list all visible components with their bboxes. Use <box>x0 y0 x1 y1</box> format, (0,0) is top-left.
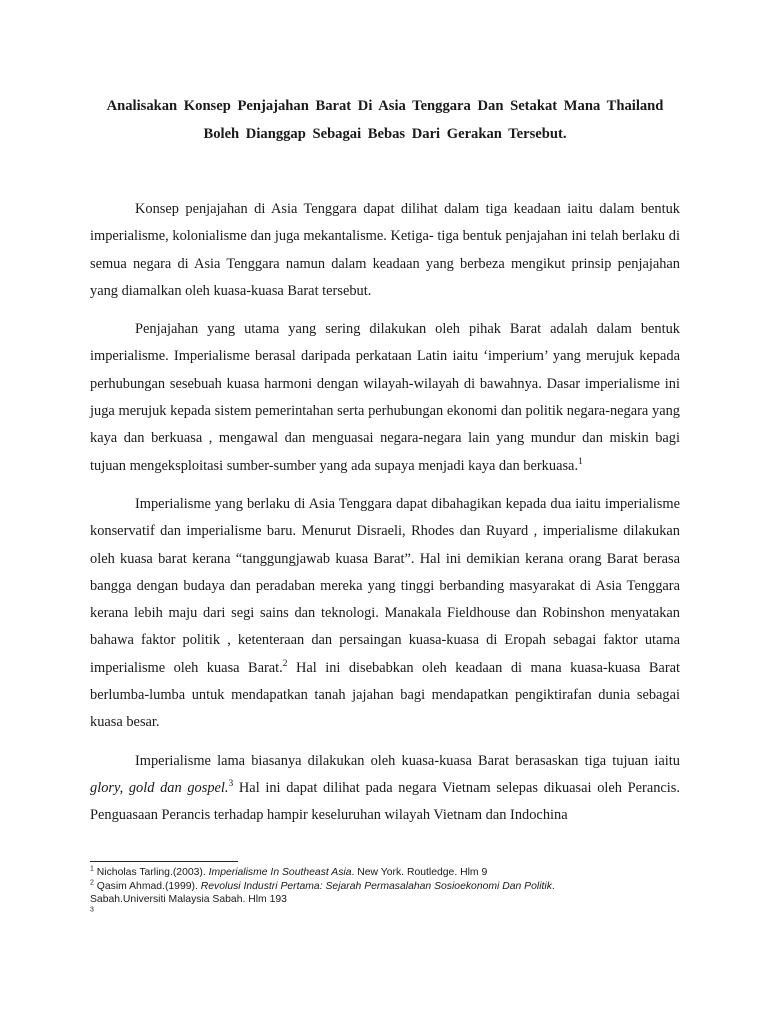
document-body <box>90 196 680 841</box>
title-line-2: Boleh Dianggap Sebagai Bebas Dari Gerakan Tersebut. <box>203 126 567 142</box>
footnote-1-publisher: . New York. Routledge. Hlm 9 <box>351 867 488 878</box>
footnote-1 <box>90 866 690 880</box>
footnotes <box>90 866 690 920</box>
footnote-3-number: 3 <box>90 906 94 914</box>
paragraph-1: Konsep penjajahan di Asia Tenggara dapat dilihat dalam tiga keadaan iaitu dalam bentuk imperialisme, kolonialisme dan juga mekantalisme. Ketiga- tiga bentuk penjajahan ini telah berlaku di semua negara di Asia Tenggara namun dalam keadaan yang berbeza mengikut prinsip penjajahan yang diamalkan oleh kuasa-kuasa Barat tersebut. <box>90 201 680 299</box>
footnote-ref-1[interactable]: 1 <box>578 456 583 467</box>
paragraph-3-text-a: Imperialisme yang berlaku di Asia Tenggara dapat dibahagikan kepada dua iaitu imperialisme konservatif dan imperialisme baru. Menurut Disraeli, Rhodes dan Ruyard , imperialisme dilakukan oleh kuasa barat kerana “tanggungjawab kuasa Barat”. Hal ini demikian kerana orang Barat berasa bangga dengan budaya dan peradaban mereka yang tinggi berbanding masyarakat di Asia Tenggara kerana lebih maju dari segi sains dan teknologi. Manakala Fieldhouse dan Robinshon menyatakan bahawa faktor politik , ketenteraan dan persaingan kuasa-kuasa di Eropah sebagai faktor utama imperialisme oleh kuasa Barat. <box>90 495 680 676</box>
footnote-ref-2[interactable]: 2 <box>282 658 288 669</box>
footnote-1-number: 1 <box>90 865 94 873</box>
footnote-1-work-title: Imperialisme In Southeast Asia <box>208 867 352 878</box>
paragraph-3 <box>90 491 680 737</box>
footnote-1-author: Nicholas Tarling.(2003). <box>96 867 209 878</box>
paragraph-2-text: Penjajahan yang utama yang sering dilakukan oleh pihak Barat adalah dalam bentuk imperialisme. Imperialisme berasal daripada perkataan Latin iaitu ‘imperium’ yang merujuk kepada perhubungan sesebuah kuasa harmoni dengan wilayah-wilayah di bawahnya. Dasar imperialisme ini juga merujuk kepada sistem pemerintahan serta perhubungan ekonomi dan politik negara-negara yang kaya dan berkuasa , mengawal dan menguasai negara-negara lain yang mundur dan miskin bagi tujuan mengeksploitasi sumber-sumber yang ada supaya menjadi kaya dan berkuasa. <box>90 321 680 474</box>
footnote-2-continuation: Sabah.Universiti Malaysia Sabah. Hlm 193 <box>90 894 287 906</box>
footnote-ref-3[interactable]: 3 <box>228 779 234 790</box>
footnote-3 <box>90 907 690 921</box>
paragraph-4-emphasis: glory, gold dan gospel. <box>90 779 229 796</box>
paragraph-4 <box>90 748 680 830</box>
footnote-2-work-title: Revolusi Industri Pertama: Sejarah Permasalahan Sosioekonomi Dan Politik <box>200 880 552 892</box>
footnote-separator <box>90 861 238 862</box>
paragraph-4-text-b: Hal ini dapat dilihat pada negara Vietnam selepas dikuasai oleh Perancis. Penguasaan Perancis terhadap hampir keseluruhan wilayah Vietnam dan Indochina <box>90 779 680 824</box>
footnote-2 <box>90 880 690 894</box>
paragraph-3-text-b: Hal ini disebabkan oleh keadaan di mana kuasa-kuasa Barat berlumba-lumba untuk mendapatkan tanah jajahan bagi mendapatkan pengiktirafan dunia sebagai kuasa besar. <box>90 659 680 731</box>
title-line-1: Analisakan Konsep Penjajahan Barat Di Asia Tenggara Dan Setakat Mana Thailand <box>106 98 664 114</box>
paragraph-2 <box>90 316 680 480</box>
paragraph-4-text-a: Imperialisme lama biasanya dilakukan oleh kuasa-kuasa Barat berasaskan tiga tujuan iaitu <box>135 752 680 769</box>
document-title <box>90 92 680 148</box>
footnote-2-period: . <box>551 880 555 892</box>
footnote-2-number: 2 <box>90 879 94 887</box>
footnote-2-author: Qasim Ahmad.(1999). <box>96 880 201 892</box>
